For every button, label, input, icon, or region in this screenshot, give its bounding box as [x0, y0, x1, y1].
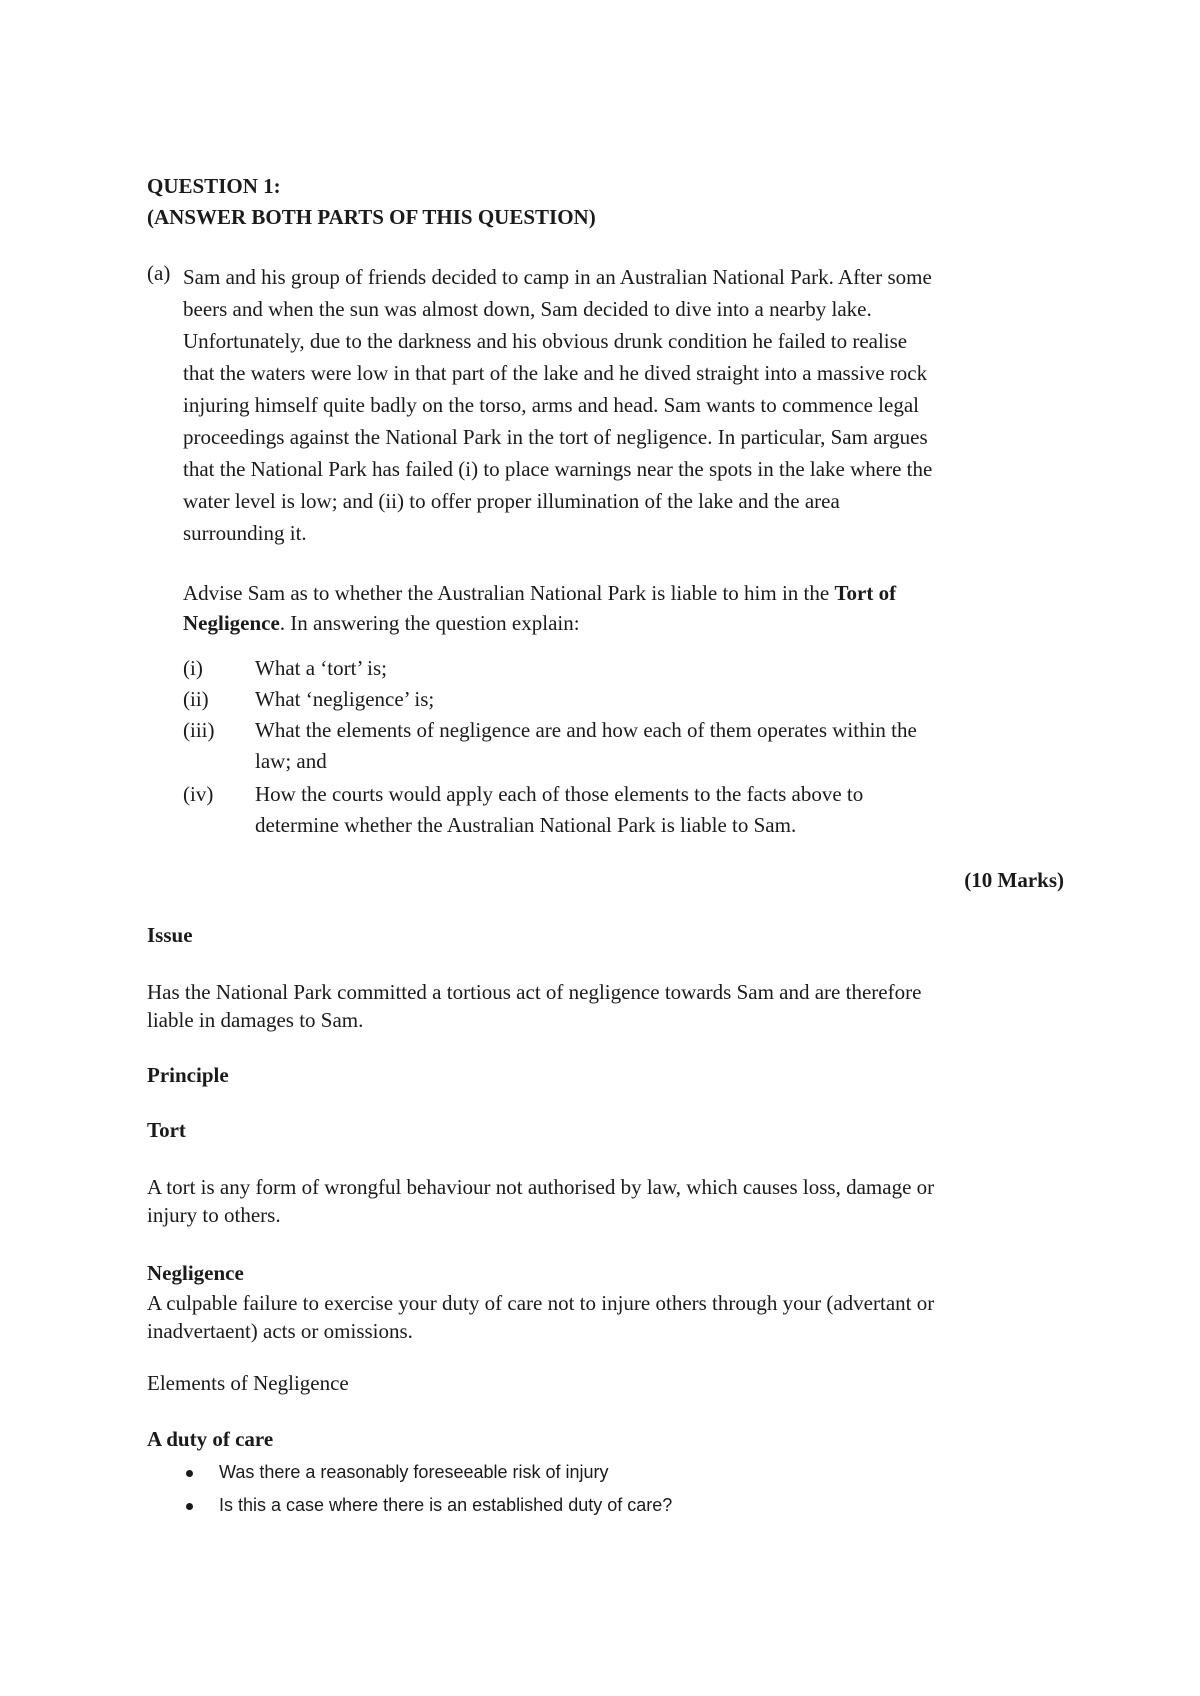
negligence-paragraph — [147, 1289, 934, 1345]
part-a-line: beers and when the sun was almost down, Sam decided to dive into a nearby lake. — [183, 297, 872, 321]
list-item-line: law; and — [255, 749, 327, 773]
principle-heading: Principle — [147, 1063, 229, 1087]
part-a-paragraph — [183, 261, 1083, 549]
negligence-line: inadvertaent) acts or omissions. — [147, 1319, 413, 1343]
list-item-number: (i) — [183, 656, 203, 680]
list-item — [147, 1456, 672, 1489]
list-item-number: (ii) — [183, 687, 209, 711]
issue-heading: Issue — [147, 923, 193, 947]
advise-line — [183, 578, 896, 608]
advise-line — [183, 608, 896, 638]
bullet-icon — [186, 1470, 193, 1477]
list-item-line: How the courts would apply each of those elements to the facts above to — [255, 782, 864, 806]
part-a-line: that the waters were low in that part of the lake and he dived straight into a massive rock — [183, 361, 928, 385]
issue-line: Has the National Park committed a tortious act of negligence towards Sam and are therefore — [147, 980, 922, 1004]
advise-bold-text: Tort of — [834, 581, 897, 605]
part-a-line: water level is low; and (ii) to offer proper illumination of the lake and the area — [183, 489, 840, 513]
part-a-line: surrounding it. — [183, 521, 307, 545]
part-a-line: that the National Park has failed (i) to place warnings near the spots in the lake where the — [183, 457, 933, 481]
list-item-line: What ‘negligence’ is; — [255, 687, 435, 711]
elements-heading: Elements of Negligence — [147, 1371, 349, 1395]
list-item-line: What the elements of negligence are and how each of them operates within the — [255, 718, 917, 742]
list-item-line: determine whether the Australian National Park is liable to Sam. — [255, 813, 797, 837]
part-a-line: Unfortunately, due to the darkness and his obvious drunk condition he failed to realise — [183, 329, 908, 353]
part-a-line: proceedings against the National Park in the tort of negligence. In particular, Sam argues — [183, 425, 928, 449]
tort-heading: Tort — [147, 1118, 186, 1142]
duty-of-care-heading: A duty of care — [147, 1427, 274, 1451]
tort-line: injury to others. — [147, 1203, 281, 1227]
list-item-line: What a ‘tort’ is; — [255, 656, 387, 680]
tort-line: A tort is any form of wrongful behaviour not authorised by law, which causes loss, damage or — [147, 1175, 935, 1199]
list-item-text — [255, 653, 1055, 684]
tort-paragraph — [147, 1173, 934, 1229]
part-a-line: Sam and his group of friends decided to camp in an Australian National Park. After some — [183, 265, 932, 289]
negligence-heading: Negligence — [147, 1261, 244, 1285]
advise-bold-text: Negligence — [183, 611, 280, 635]
advise-text: . In answering the question explain: — [279, 611, 580, 635]
part-a-line: injuring himself quite badly on the torso, arms and head. Sam wants to commence legal — [183, 393, 919, 417]
negligence-line: A culpable failure to exercise your duty of care not to injure others through your (advertant or — [147, 1291, 935, 1315]
issue-paragraph — [147, 978, 921, 1034]
question-subtitle: (ANSWER BOTH PARTS OF THIS QUESTION) — [147, 205, 596, 229]
advise-instruction — [183, 578, 896, 638]
list-item-text: Is this a case where there is an established duty of care? — [219, 1495, 673, 1515]
list-item — [147, 1489, 672, 1522]
bullet-icon — [186, 1503, 193, 1510]
list-item-text — [255, 715, 1055, 777]
list-item-text: Was there a reasonably foreseeable risk of injury — [219, 1462, 609, 1482]
duty-of-care-list — [147, 1456, 672, 1522]
part-a-label: (a) — [147, 261, 171, 285]
marks-label: (10 Marks) — [964, 868, 1064, 892]
question-title: QUESTION 1: — [147, 174, 281, 198]
advise-text: Advise Sam as to whether the Australian National Park is liable to him in the — [183, 581, 835, 605]
list-item-text — [255, 779, 1055, 841]
list-item-number: (iv) — [183, 782, 214, 806]
issue-line: liable in damages to Sam. — [147, 1008, 364, 1032]
list-item-text — [255, 684, 1055, 715]
list-item-number: (iii) — [183, 718, 215, 742]
